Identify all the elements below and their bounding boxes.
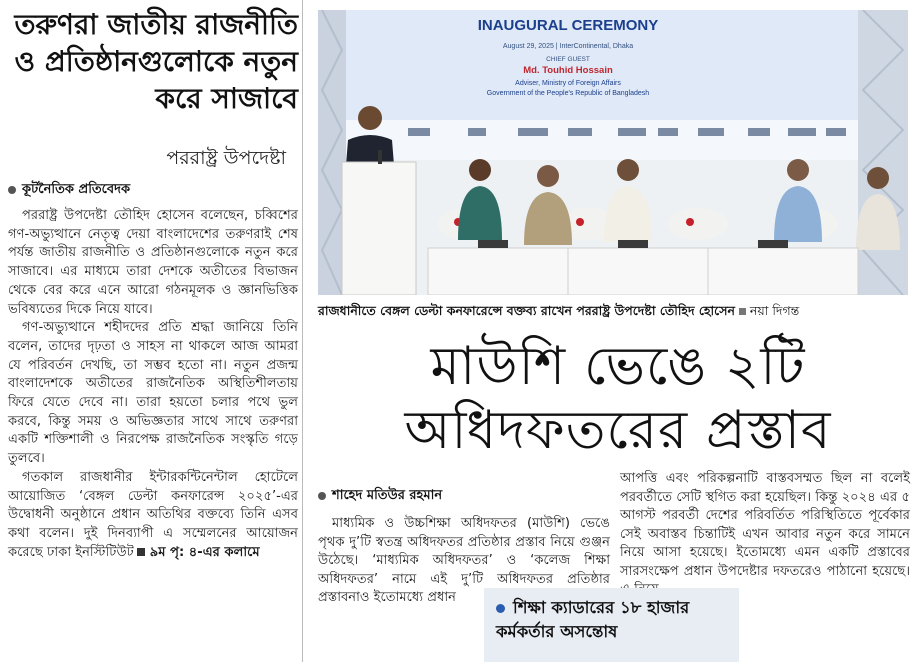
main-byline: [318, 486, 442, 507]
event-photo-illustration: [318, 10, 908, 295]
left-byline: [8, 180, 130, 201]
main-headline-line-1: মাউশি ভেঙে ২টি: [430, 336, 806, 397]
banner-line-2: Government of the People's Republic of Bangladesh: [486, 90, 650, 97]
left-headline: তরুণরা জাতীয় রাজনীতি ও প্রতিষ্ঠানগুলোকে নতুন করে সাজাবে: [14, 8, 298, 115]
photo-credit: নয়া দিগন্ত: [749, 303, 800, 318]
left-subhead: পররাষ্ট্র উপদেষ্টা: [166, 147, 286, 169]
column-divider: [302, 0, 303, 662]
jump-text: ৯ম পৃ: ৪-এর কলামে: [149, 544, 260, 560]
left-paragraph-3: [8, 469, 298, 563]
main-headline-line-2: অধিদফতরের প্রস্তাব: [404, 400, 832, 461]
bullet-icon: [318, 492, 326, 500]
jump-reference: [134, 545, 260, 560]
main-mid-paragraph: মাধ্যমিক ও উচ্চশিক্ষা অধিদফতর (মাউশি) ভেঙে পৃথক দু’টি স্বতন্ত্র অধিদফতর প্রতিষ্ঠার প্রস্তাব নিয়ে গুঞ্জন উঠেছে। ‘মাধ্যমিক অধিদফতর’ ও ‘কলেজ শিক্ষা অধিদফতর’ নামে এই দু’টি অধিদফতর প্রতিষ্ঠার প্রস্তাবনাও ইতোমধ্যে প্রধান: [318, 516, 610, 605]
main-right-paragraph: আপত্তি এবং পরিকল্পনাটি বাস্তবসম্মত ছিল না বলেই পরবর্তীতে সেটি স্থগিত করা হয়েছিল। কিন্তু ২০২৪ এর ৫ আগস্ট পরবর্তী দেশের পরিবর্তিত পরিস্থিতিতে পূর্বেকার সেই অবাস্তব চিন্তাটিই এখন আবার নতুন করে সামনে নিয়ে আসা হয়েছে। ইতোমধ্যে এমন একটি প্রস্তাবের সারসংক্ষেপ প্রধান উপদেষ্টার দফতরেও পাঠানো হয়েছে।: [620, 471, 910, 579]
square-bullet-icon: [739, 308, 746, 315]
related-story-headline-text: শিক্ষা ক্যাডারের ১৮ হাজার কর্মকর্তার অসন্তোষ: [496, 598, 690, 641]
banner-name: Md. Touhid Hossain: [523, 65, 613, 76]
banner-title: INAUGURAL CEREMONY: [477, 17, 659, 34]
square-bullet-icon: [137, 548, 145, 556]
related-story-headline: [496, 596, 731, 644]
main-byline-text: শাহেদ মতিউর রহমান: [332, 488, 443, 503]
blue-dot-icon: [496, 604, 505, 613]
event-photo: [318, 10, 908, 295]
banner-line-1: Adviser, Ministry of Foreign Affairs: [515, 80, 621, 87]
main-article-right-column: [620, 470, 910, 600]
podium: [342, 162, 416, 295]
left-article-body: [8, 207, 298, 562]
banner-date: August 29, 2025 | InterContinental, Dhaka: [502, 43, 634, 50]
banner-role: CHIEF GUEST: [546, 56, 590, 63]
bullet-icon: [8, 186, 16, 194]
left-byline-text: কূটনৈতিক প্রতিবেদক: [22, 182, 131, 197]
photo-caption: [318, 303, 918, 323]
photo-caption-text: রাজধানীতে বেঙ্গল ডেল্টা কনফারেন্সে বক্তব্য রাখেন পররাষ্ট্র উপদেষ্টা তৌহিদ হোসেন: [318, 303, 735, 318]
left-paragraph-1: পররাষ্ট্র উপদেষ্টা তৌহিদ হোসেন বলেছেন, চব্বিশের গণ-অভ্যুত্থানে নেতৃত্ব দেয়া বাংলাদেশের তরুণরাই শেষ পর্যন্ত জাতীয় রাজনীতি ও প্রতিষ্ঠানগুলোকে নতুন করে সাজাবে। এর মাধ্যমে তারা দেশকে অতীতের বিভাজন থেকে বের করে এনে আরো গঠনমূলক ও জ্ঞানভিত্তিক ভবিষ্যতের দিকে নিয়ে যাবে।: [8, 208, 298, 317]
left-paragraph-3-text: গতকাল রাজধানীর ইন্টারকন্টিনেন্টাল হোটেলে আয়োজিত ‘বেঙ্গল ডেল্টা কনফারেন্স ২০২৫’-এর উদ্বোধনী অনুষ্ঠানে প্রধান অতিথির বক্তব্যে তিনি এসব কথা বলেন। দুই দিনব্যাপী এ সম্মেলনের আয়োজন করেছে ঢাকা ইনস্টিটিউট: [8, 469, 298, 560]
left-paragraph-2: গণ-অভ্যুত্থানে শহীদদের প্রতি শ্রদ্ধা জানিয়ে তিনি বলেন, তাদের দৃঢ়তা ও সাহস না থাকলে আজ আমরা যে পরিবর্তন দেখছি, তা সম্ভব হতো না। নতুন প্রজন্ম বাংলাদেশকে অতীতের রাজনৈতিক অস্থিতিশীলতায় ফিরে যেতে দেবে না। তারা হয়তো চলার পথে ভুল করবে, কিন্তু সময় ও অভিজ্ঞতার সাথে সাথে তরুণরা একটি শক্তিশালী ও নিরপেক্ষ রাজনৈতিক সংস্কৃতি গড়ে তুলবে।: [8, 320, 298, 467]
main-headline: [318, 335, 918, 463]
